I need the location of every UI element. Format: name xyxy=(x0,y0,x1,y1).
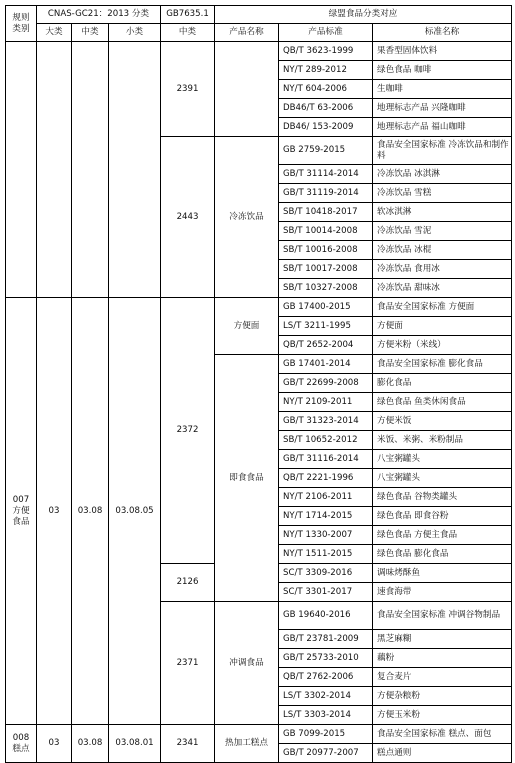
standard-code: DB46/T 63-2006 xyxy=(279,99,373,118)
standard-code: QB/T 2221-1996 xyxy=(279,469,373,488)
green-food-header: 绿盟食品分类对应 xyxy=(215,6,512,24)
header-row-2 xyxy=(6,24,512,42)
col-gb-mid-header: 中类 xyxy=(161,24,215,42)
standard-code: GB 2759-2015 xyxy=(279,137,373,165)
standard-code: SB/T 10327-2008 xyxy=(279,279,373,298)
standard-name: 黑芝麻糊 xyxy=(373,630,512,649)
standard-code: SC/T 3301-2017 xyxy=(279,583,373,602)
minor-cell: 03.08.05 xyxy=(109,298,161,725)
standard-name: 方便杂粮粉 xyxy=(373,687,512,706)
standard-code: NY/T 2109-2011 xyxy=(279,393,373,412)
product-name-cell: 方便面 xyxy=(215,298,279,355)
standard-name: 膨化食品 xyxy=(373,374,512,393)
standards-table-page xyxy=(5,5,512,763)
standard-name: 果香型固体饮料 xyxy=(373,42,512,61)
standard-code: SB/T 10418-2017 xyxy=(279,203,373,222)
standard-code: GB/T 31119-2014 xyxy=(279,184,373,203)
gb-code-cell: 2372 xyxy=(161,298,215,564)
standard-name: 冷冻饮品 冰棍 xyxy=(373,241,512,260)
mid-cell: 03.08 xyxy=(72,298,109,725)
standard-code: SB/T 10016-2008 xyxy=(279,241,373,260)
col-product-name-header: 产品名称 xyxy=(215,24,279,42)
standard-name: 绿色食品 方便主食品 xyxy=(373,526,512,545)
standard-code: NY/T 1714-2015 xyxy=(279,507,373,526)
col-major-header: 大类 xyxy=(37,24,72,42)
standard-name: 食品安全国家标准 膨化食品 xyxy=(373,355,512,374)
standard-code: SB/T 10652-2012 xyxy=(279,431,373,450)
standard-name: 绿色食品 即食谷粉 xyxy=(373,507,512,526)
standard-code: NY/T 1511-2015 xyxy=(279,545,373,564)
standard-name: 米饭、米粥、米粉制品 xyxy=(373,431,512,450)
standard-name: 绿色食品 谷物类罐头 xyxy=(373,488,512,507)
gb-code-cell: 2126 xyxy=(161,564,215,602)
gb-code-cell: 2341 xyxy=(161,725,215,763)
rule-category-cell xyxy=(6,42,37,298)
standard-name: 绿色食品 咖啡 xyxy=(373,61,512,80)
major-cell: 03 xyxy=(37,298,72,725)
header-row-1 xyxy=(6,6,512,24)
standard-code: GB/T 31114-2014 xyxy=(279,165,373,184)
standard-code: GB/T 31116-2014 xyxy=(279,450,373,469)
standard-code: GB 19640-2016 xyxy=(279,602,373,630)
standard-code: LS/T 3302-2014 xyxy=(279,687,373,706)
col-mid-header: 中类 xyxy=(72,24,109,42)
standard-code: GB/T 31323-2014 xyxy=(279,412,373,431)
food-classification-table xyxy=(5,5,512,763)
standard-name: 糕点通则 xyxy=(373,744,512,763)
standard-name: 八宝粥罐头 xyxy=(373,450,512,469)
standard-name: 生咖啡 xyxy=(373,80,512,99)
standard-name: 软冰淇淋 xyxy=(373,203,512,222)
standard-code: QB/T 2762-2006 xyxy=(279,668,373,687)
rule-category-header: 规则 类别 xyxy=(6,6,37,42)
standard-code: GB/T 20977-2007 xyxy=(279,744,373,763)
minor-cell: 03.08.01 xyxy=(109,725,161,763)
standard-name: 方便玉米粉 xyxy=(373,706,512,725)
standard-name: 食品安全国家标准 冲调谷物制品 xyxy=(373,602,512,630)
product-name-cell: 冷冻饮品 xyxy=(215,137,279,298)
standard-name: 藕粉 xyxy=(373,649,512,668)
standard-name: 速食海带 xyxy=(373,583,512,602)
standard-code: NY/T 1330-2007 xyxy=(279,526,373,545)
cnas-classification-header: CNAS-GC21：2013 分类 xyxy=(37,6,161,24)
standard-code: SB/T 10014-2008 xyxy=(279,222,373,241)
standard-code: QB/T 2652-2004 xyxy=(279,336,373,355)
standard-name: 冷冻饮品 雪糕 xyxy=(373,184,512,203)
product-name-cell: 冲调食品 xyxy=(215,602,279,725)
standard-code: SC/T 3309-2016 xyxy=(279,564,373,583)
standard-name: 食品安全国家标准 糕点、面包 xyxy=(373,725,512,744)
table-row xyxy=(6,42,512,61)
standard-name: 调味烤酥鱼 xyxy=(373,564,512,583)
table-row xyxy=(6,298,512,317)
standard-code: NY/T 604-2006 xyxy=(279,80,373,99)
standard-code: DB46/ 153-2009 xyxy=(279,118,373,137)
standard-name: 方便米饭 xyxy=(373,412,512,431)
standard-name: 冷冻饮品 甜味冰 xyxy=(373,279,512,298)
standard-name: 冷冻饮品 冰淇淋 xyxy=(373,165,512,184)
standard-code: LS/T 3303-2014 xyxy=(279,706,373,725)
standard-name: 冷冻饮品 雪泥 xyxy=(373,222,512,241)
standard-name: 方便米粉（米线） xyxy=(373,336,512,355)
standard-code: GB/T 23781-2009 xyxy=(279,630,373,649)
rule-category-cell: 008 糕点 xyxy=(6,725,37,763)
standard-name: 方便面 xyxy=(373,317,512,336)
standard-code: LS/T 3211-1995 xyxy=(279,317,373,336)
standard-code: GB/T 25733-2010 xyxy=(279,649,373,668)
standard-name: 冷冻饮品 食用冰 xyxy=(373,260,512,279)
col-minor-header: 小类 xyxy=(109,24,161,42)
standard-code: GB 17400-2015 xyxy=(279,298,373,317)
standard-name: 食品安全国家标准 方便面 xyxy=(373,298,512,317)
table-row xyxy=(6,725,512,744)
standard-code: GB 17401-2014 xyxy=(279,355,373,374)
standard-name: 八宝粥罐头 xyxy=(373,469,512,488)
standard-code: NY/T 289-2012 xyxy=(279,61,373,80)
standard-code: SB/T 10017-2008 xyxy=(279,260,373,279)
major-cell: 03 xyxy=(37,725,72,763)
standard-code: GB 7099-2015 xyxy=(279,725,373,744)
minor-cell xyxy=(109,42,161,298)
gb7635-header: GB7635.1 xyxy=(161,6,215,24)
standard-code: NY/T 2106-2011 xyxy=(279,488,373,507)
gb-code-cell: 2371 xyxy=(161,602,215,725)
gb-code-cell: 2391 xyxy=(161,42,215,137)
mid-cell: 03.08 xyxy=(72,725,109,763)
standard-name: 绿色食品 膨化食品 xyxy=(373,545,512,564)
product-name-cell xyxy=(215,42,279,137)
major-cell xyxy=(37,42,72,298)
standard-name: 地理标志产品 福山咖啡 xyxy=(373,118,512,137)
rule-category-cell: 007 方便 食品 xyxy=(6,298,37,725)
standard-code: GB/T 22699-2008 xyxy=(279,374,373,393)
col-product-std-header: 产品标准 xyxy=(279,24,373,42)
standard-code: QB/T 3623-1999 xyxy=(279,42,373,61)
standard-name: 食品安全国家标准 冷冻饮品和制作料 xyxy=(373,137,512,165)
product-name-cell: 热加工糕点 xyxy=(215,725,279,763)
standard-name: 绿色食品 鱼类休闲食品 xyxy=(373,393,512,412)
mid-cell xyxy=(72,42,109,298)
gb-code-cell: 2443 xyxy=(161,137,215,298)
standard-name: 复合麦片 xyxy=(373,668,512,687)
col-std-name-header: 标准名称 xyxy=(373,24,512,42)
product-name-cell: 即食食品 xyxy=(215,355,279,602)
standard-name: 地理标志产品 兴隆咖啡 xyxy=(373,99,512,118)
